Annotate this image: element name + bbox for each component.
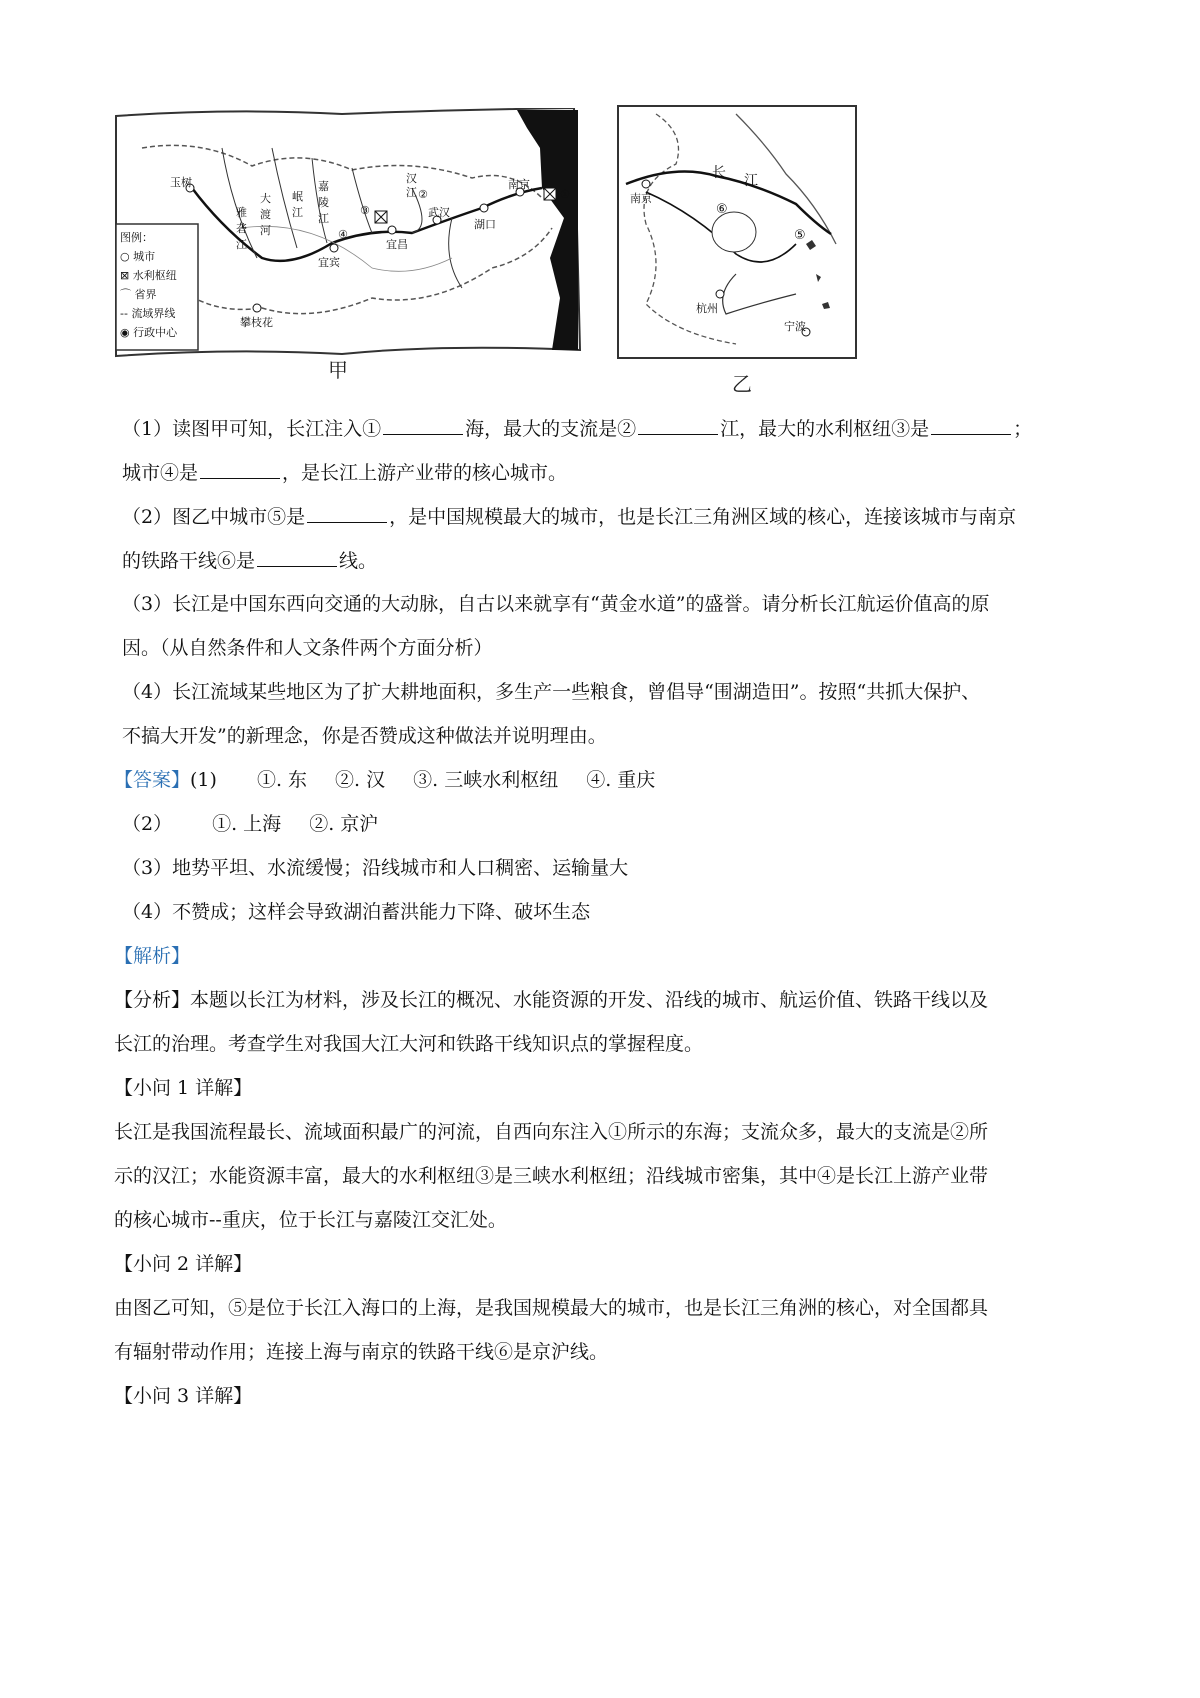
label-yi-ningbo: 宁波: [784, 320, 806, 333]
label-yi-chang: 长: [712, 165, 726, 181]
question-4-line-1: （4）长江流域某些地区为了扩大耕地面积，多生产一些粮食，曾倡导“围湖造田”。按照“共抓大保护、: [122, 681, 981, 703]
label-he: 河: [260, 224, 271, 237]
label-jiang-4: 江: [406, 186, 417, 199]
answer-2: （2） ①. 上海 ②. 京沪: [122, 813, 379, 835]
blank-q2-1[interactable]: [307, 504, 387, 523]
blank-q1-1[interactable]: [383, 416, 463, 435]
map-yi: [616, 104, 860, 362]
label-han: 汉: [406, 172, 417, 185]
answer-1: 【答案】(1) ①. 东 ②. 汉 ③. 三峡水利枢纽 ④. 重庆: [114, 769, 656, 791]
blank-q2-2[interactable]: [257, 548, 337, 567]
blank-q1-2[interactable]: [638, 416, 718, 435]
legend-basin: -- 流域界线: [120, 307, 176, 320]
legend-title: 图例：: [120, 231, 153, 244]
caption-yi: 乙: [732, 372, 752, 396]
label-circle-2: ②: [418, 188, 428, 201]
label-yichang: 宜昌: [386, 238, 408, 251]
label-jiang-2: 江: [292, 206, 303, 219]
map-jia: [112, 108, 584, 358]
label-yi-circle-5: ⑤: [794, 228, 806, 243]
label-circle-4: ④: [338, 228, 348, 241]
label-yushu: 玉树: [170, 176, 192, 189]
label-jiang-3: 江: [318, 212, 329, 225]
label-yi-nanjing: 南京: [630, 192, 652, 205]
question-3-line-2: 因。（从自然条件和人文条件两个方面分析）: [122, 637, 493, 659]
legend-admin: ◉ 行政中心: [120, 326, 178, 339]
answer-3: （3）地势平坦、水流缓慢；沿线城市和人口稠密、运输量大: [122, 857, 629, 879]
label-yi-hangzhou: 杭州: [696, 302, 718, 315]
answer-tag: 【答案】: [114, 769, 191, 791]
answer-4: （4）不赞成；这样会导致湖泊蓄洪能力下降、破坏生态: [122, 901, 591, 923]
label-long: 砻: [236, 222, 247, 235]
label-hukou: 湖口: [474, 218, 496, 231]
subquestion-1-title: 【小问 1 详解】: [114, 1077, 253, 1099]
label-yi-jiang: 江: [744, 173, 758, 189]
subquestion-2-line-2: 有辐射带动作用；连接上海与南京的铁路干线⑥是京沪线。: [114, 1341, 609, 1363]
blank-q1-4[interactable]: [200, 460, 280, 479]
question-4-line-2: 不搞大开发”的新理念，你是否赞成这种做法并说明理由。: [122, 725, 607, 747]
legend-hydro: ⊠ 水利枢纽: [120, 269, 177, 282]
label-du: 渡: [260, 208, 271, 221]
question-2-line-1: （2）图乙中城市⑤是 ，是中国规模最大的城市，也是长江三角洲区域的核心，连接该城市与南京: [122, 506, 1017, 528]
subquestion-1-line-1: 长江是我国流程最长、流域面积最广的河流，自西向东注入①所示的东海；支流众多，最大的支流是②所: [114, 1121, 989, 1143]
question-1-line-1: （1）读图甲可知，长江注入① 海，最大的支流是② 江，最大的水利枢纽③是 ；: [122, 418, 1033, 440]
label-min: 岷: [292, 190, 303, 203]
label-wuhan: 武汉: [428, 206, 450, 219]
label-circle-1: ①: [560, 188, 570, 201]
blank-q1-3[interactable]: [931, 416, 1011, 435]
analysis-fenxi-line-1: 【分析】本题以长江为材料，涉及长江的概况、水能资源的开发、沿线的城市、航运价值、铁路干线以及: [114, 989, 989, 1011]
label-ya: 雅: [236, 206, 247, 219]
subquestion-2-line-1: 由图乙可知，⑤是位于长江入海口的上海，是我国规模最大的城市，也是长江三角洲的核心，对全国都具: [114, 1297, 989, 1319]
subquestion-3-title: 【小问 3 详解】: [114, 1385, 253, 1407]
label-yibin: 宜宾: [318, 256, 340, 269]
legend-province: ⌒ 省界: [120, 288, 157, 301]
label-panzhihua: 攀枝花: [240, 316, 273, 329]
label-jia: 嘉: [318, 180, 329, 193]
label-jiang-1: 江: [236, 238, 247, 251]
subquestion-2-title: 【小问 2 详解】: [114, 1253, 253, 1275]
subquestion-1-line-2: 示的汉江；水能资源丰富，最大的水利枢纽③是三峡水利枢纽；沿线城市密集，其中④是长江上游产业带: [114, 1165, 989, 1187]
analysis-fenxi-line-2: 长江的治理。考查学生对我国大江大河和铁路干线知识点的掌握程度。: [114, 1033, 704, 1055]
subquestion-1-line-3: 的核心城市--重庆，位于长江与嘉陵江交汇处。: [114, 1209, 507, 1231]
label-nanjing: 南京: [508, 178, 530, 191]
analysis-tag: 【解析】: [114, 945, 191, 967]
label-ling: 陵: [318, 196, 329, 209]
question-1-line-2: 城市④是 ，是长江上游产业带的核心城市。: [122, 462, 568, 484]
caption-jia: 甲: [328, 358, 348, 382]
label-da: 大: [260, 192, 271, 205]
legend-city: ○ 城市: [120, 250, 156, 263]
label-circle-3: ③: [360, 204, 370, 217]
question-3-line-1: （3）长江是中国东西向交通的大动脉，自古以来就享有“黄金水道”的盛誉。请分析长江航运价值高的原: [122, 593, 990, 615]
label-yi-circle-6: ⑥: [716, 202, 728, 217]
question-2-line-2: 的铁路干线⑥是 线。: [122, 550, 378, 572]
